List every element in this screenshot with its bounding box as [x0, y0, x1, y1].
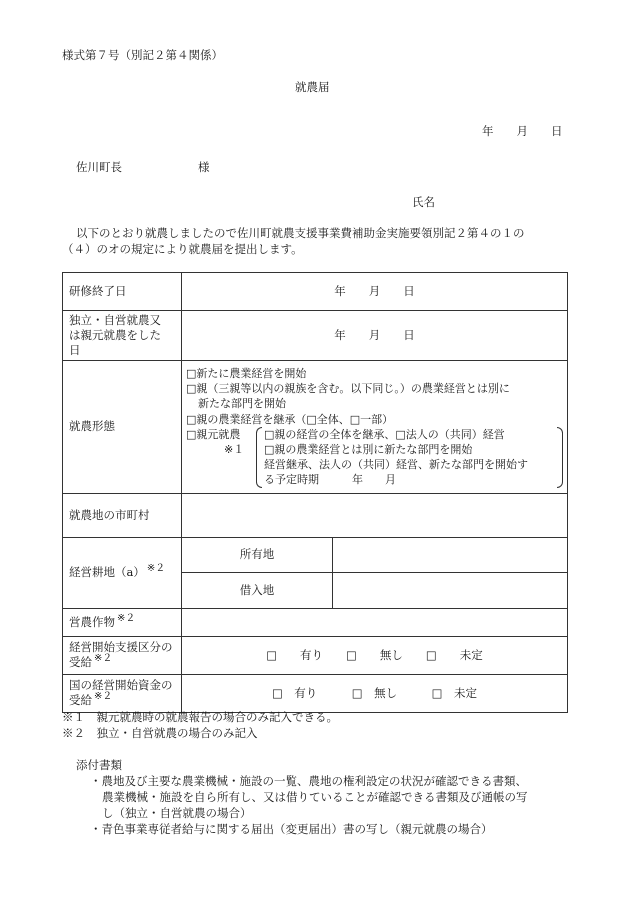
national-fund-label-cell	[63, 674, 182, 712]
attachment-item-2: ・青色事業専従者給与に関する届出（変更届出）書の写し（親元就農の場合）	[90, 822, 493, 836]
intro-line-2: （４）のオの規定により就農届を提出します。	[62, 242, 303, 256]
support-category-note: ※２	[94, 653, 113, 665]
farming-form-option-new[interactable]: □新たに農業経営を開始	[186, 367, 307, 381]
footnote-1: ※１ 親元就農時の就農報告の場合のみ記入できる。	[62, 710, 338, 724]
support-category-label-1: 経営開始支援区分の	[69, 639, 173, 654]
municipality-label: 就農地の市町村	[63, 493, 182, 537]
support-category-options[interactable]: □ 有り □ 無し □ 未定	[182, 636, 568, 674]
farmland-label-cell	[63, 537, 182, 608]
national-fund-options[interactable]: □ 有り □ 無し □ 未定	[182, 674, 568, 712]
support-category-label-cell	[63, 636, 182, 674]
farming-form-label: 就農形態	[63, 360, 182, 493]
row-training-end	[63, 273, 568, 311]
owned-land-value[interactable]	[333, 537, 568, 572]
owned-land-label: 所有地	[182, 537, 333, 572]
row-start-date	[63, 311, 568, 361]
parent-suboption-schedule-2[interactable]: る予定時期 年 月	[264, 473, 396, 487]
parent-farming-note: ※１	[224, 442, 245, 456]
national-fund-label-1: 国の経営開始資金の	[69, 677, 173, 692]
attachment-item-1-line-3: し（独立・自営就農の場合）	[102, 806, 252, 820]
parent-farming-bracket	[256, 427, 563, 488]
farming-form-option-separate-cont: 新たな部門を開始	[198, 397, 286, 411]
start-date-label	[63, 311, 182, 361]
support-category-label-2: 受給	[69, 655, 92, 670]
footnote-2: ※２ 独立・自営就農の場合のみ記入	[62, 726, 258, 740]
attachment-item-1-line-1: ・農地及び主要な農業機械・施設の一覧、農地の権利設定の状況が確認できる書類、	[90, 774, 527, 788]
crops-value[interactable]	[182, 608, 568, 636]
form-number: 様式第７号（別記２第４関係）	[62, 48, 223, 62]
parent-suboption-schedule-1: 経営継承、法人の（共同）経営、新たな部門を開始す	[264, 458, 528, 472]
start-date-value[interactable]: 年 月 日	[182, 311, 568, 361]
farming-form-option-parent[interactable]: □親元就農	[186, 427, 241, 441]
farmland-note: ※２	[146, 563, 166, 575]
farming-notification-table	[62, 272, 568, 713]
parent-farming-col	[186, 427, 256, 488]
crops-label-cell	[63, 608, 182, 636]
farming-form-option-succession[interactable]: □親の農業経営を継承（□全体、□一部）	[186, 412, 394, 426]
training-end-date[interactable]: 年 月 日	[182, 273, 568, 311]
row-crops	[63, 608, 568, 636]
honorific: 様	[198, 160, 210, 174]
farmland-label: 経営耕地（a）	[69, 565, 145, 580]
crops-note: ※２	[117, 612, 136, 624]
name-label: 氏名	[412, 195, 435, 209]
addressee: 佐川町長	[76, 160, 122, 174]
farming-form-option-separate[interactable]: □親（三親等以内の親族を含む。以下同じ。）の農業経営とは別に	[186, 382, 510, 396]
farming-form-options	[182, 360, 568, 493]
row-national-fund	[63, 674, 568, 712]
parent-suboption-full-or-corp[interactable]: □親の経営の全体を継承、□法人の（共同）経営	[264, 427, 505, 441]
bracket-right	[557, 427, 563, 488]
start-date-label-line-1: 独立・自営就農又	[69, 313, 161, 327]
national-fund-label-2: 受給	[69, 693, 92, 708]
bracket-left	[256, 427, 262, 488]
crops-label: 営農作物	[69, 614, 115, 629]
national-fund-note: ※２	[94, 691, 113, 703]
intro-line-1: 以下のとおり就農しましたので佐川町就農支援事業費補助金実施要領別記２第４の１の	[76, 226, 525, 240]
row-municipality	[63, 493, 568, 537]
leased-land-value[interactable]	[333, 572, 568, 608]
row-support-category	[63, 636, 568, 674]
leased-land-label: 借入地	[182, 572, 333, 608]
row-farming-form	[63, 360, 568, 493]
start-date-label-line-3: 日	[69, 342, 81, 357]
row-farmland-owned	[63, 537, 568, 572]
attachments-heading: 添付書類	[76, 758, 122, 772]
date-line: 年 月 日	[482, 124, 563, 138]
farming-form-parent-block	[186, 427, 563, 488]
attachment-item-1-line-2: 農業機械・施設を自ら所有し、又は借りていることが確認できる書類及び通帳の写	[102, 790, 528, 804]
start-date-label-line-2: は親元就農をした	[69, 327, 161, 342]
parent-farming-suboptions	[264, 427, 556, 488]
parent-suboption-new-department[interactable]: □親の農業経営とは別に新たな部門を開始	[264, 442, 473, 456]
training-end-label: 研修終了日	[63, 273, 182, 311]
page-title: 就農届	[295, 80, 330, 94]
municipality-value[interactable]	[182, 493, 568, 537]
